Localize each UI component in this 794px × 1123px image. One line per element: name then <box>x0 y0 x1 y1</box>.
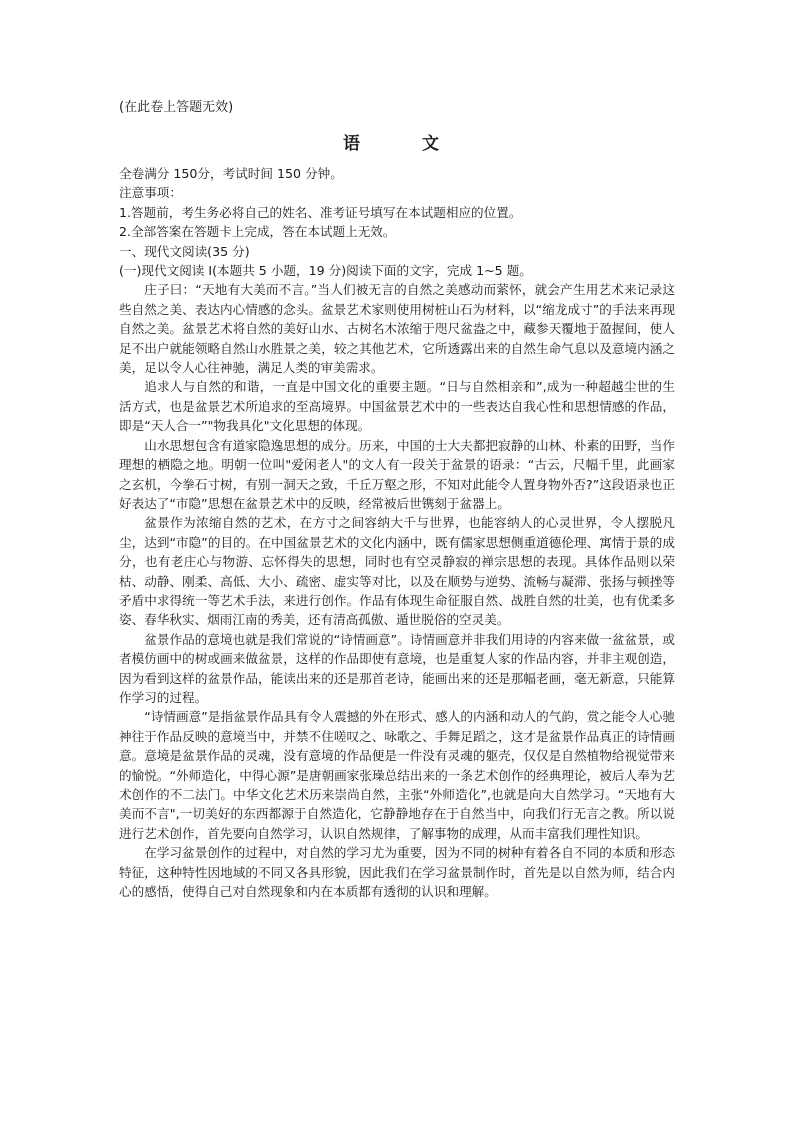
exam-page <box>119 98 675 901</box>
passage-paragraph: 庄子曰：“天地有大美而不言。”当人们被无言的自然之美感动而萦怀，就会产生用艺术来记录这些自然之美、表达内心情感的念头。盆景艺术家则使用树桩山石为材料，以“缩龙成寸”的手法来再现自然之美。盆景艺术将自然的美好山水、古树名木浓缩于咫尺盆盎之中，藏参天覆地于盈握间，使人足不出户就能领略自然山水胜景之美，较之其他艺术，它所透露出来的自然生命气息以及意境内涵之美，足以令人心往神驰，满足人类的审美需求。 <box>119 282 675 376</box>
reading-passage <box>119 280 675 901</box>
exam-subject-title: 语 文 <box>343 134 467 154</box>
notes-heading: 注意事项： <box>119 185 182 201</box>
note-item-2: 2.全部答案在答题卡上完成，答在本试题上无效。 <box>119 224 396 240</box>
passage-paragraph: 盆景作为浓缩自然的艺术，在方寸之间容纳大千与世界，也能容纳人的心灵世界，令人摆脱凡尘，达到“市隐”的目的。在中国盆景艺术的文化内涵中，既有儒家思想侧重道德伦理、寓情于景的成分，也有老庄心与物游、忘怀得失的思想，同时也有空灵静寂的禅宗思想的表现。具体作品则以荣枯、动静、刚柔、高低、大小、疏密、虚实等对比，以及在顺势与逆势、流畅与凝滞、张扬与顿挫等矛盾中求得统一等艺术手法，来进行创作。作品有体现生命征服自然、战胜自然的壮美，也有优柔多姿、春华秋实、烟雨江南的秀美，还有清高孤傲、遁世脱俗的空灵美。 <box>119 515 675 628</box>
section-subheading: (一)现代文阅读 I(本题共 5 小题，19 分)阅读下面的文字，完成 1~5 题。 <box>119 263 532 279</box>
passage-paragraph: 追求人与自然的和谐，一直是中国文化的重要主题。“日与自然相亲和”,成为一种超越尘世的生活方式，也是盆景艺术所追求的至高境界。中国盆景艺术中的一些表达自我心性和思想情感的作品，即是“天人合一”"物我具化"文化思想的体现。 <box>119 379 675 434</box>
score-time-line: 全卷满分 150分，考试时间 150 分钟。 <box>119 166 343 181</box>
passage-paragraph: “诗情画意”是指盆景作品具有令人震撼的外在形式、感人的内涵和动人的气韵，赏之能令人心驰神往于作品反映的意境当中，并禁不住嗟叹之、咏歌之、手舞足蹈之，这才是盆景作品真正的诗情画意。意境是盆景作品的灵魂，没有意境的作品便是一件没有灵魂的躯壳，仅仅是自然植物给视觉带来的愉悦。“外师造化，中得心源”是唐朝画家张璪总结出来的一条艺术创作的经典理论，被后人奉为艺术创作的不二法门。中华文化艺术历来崇尚自然，主张“外师造化”,也就是向大自然学习。“天地有大美而不言",一切美好的东西都源于自然造化，它静静地存在于自然当中，向我们行无言之教。所以说进行艺术创作，首先要向自然学习，认识自然规律，了解事物的成理，从而丰富我们理性知识。 <box>119 709 675 841</box>
invalid-answer-notice: (在此卷上答题无效) <box>119 100 234 115</box>
passage-paragraph: 山水思想包含有道家隐逸思想的成分。历来，中国的士大夫都把寂静的山林、朴素的田野，当作理想的栖隐之地。明朝一位叫"爱闲老人"的文人有一段关于盆景的语录：“古云，尺幅千里，此画家之玄机，今拳石寸树，有别一洞天之致，千丘万壑之形，不知对此能令人置身物外否?”这段语录也正好表达了“市隐”思想在盆景艺术中的反映，经常被后世镌刻于盆器上。 <box>119 437 675 511</box>
note-item-1: 1.答题前，考生务必将自己的姓名、准考证号填写在本试题相应的位置。 <box>119 204 522 220</box>
passage-paragraph: 盆景作品的意境也就是我们常说的“诗情画意”。诗情画意并非我们用诗的内容来做一盆盆景，或者模仿画中的树或画来做盆景，这样的作品即使有意境，也是重复人家的作品内容，并非主观创造，因为看到这样的盆景作品，能读出来的还是那首老诗，能画出来的还是那幅老画，毫无新意，只能算作学习的过程。 <box>119 631 675 705</box>
passage-paragraph: 在学习盆景创作的过程中，对自然的学习尤为重要，因为不同的树种有着各自不同的本质和形态特征，这种特性因地域的不同又各具形貌，因此我们在学习盆景制作时，首先是以自然为师，结合内心的感悟，使得自己对自然现象和内在本质都有透彻的认识和理解。 <box>119 845 675 900</box>
section-heading: 一、现代文阅读(35 分) <box>119 243 250 259</box>
